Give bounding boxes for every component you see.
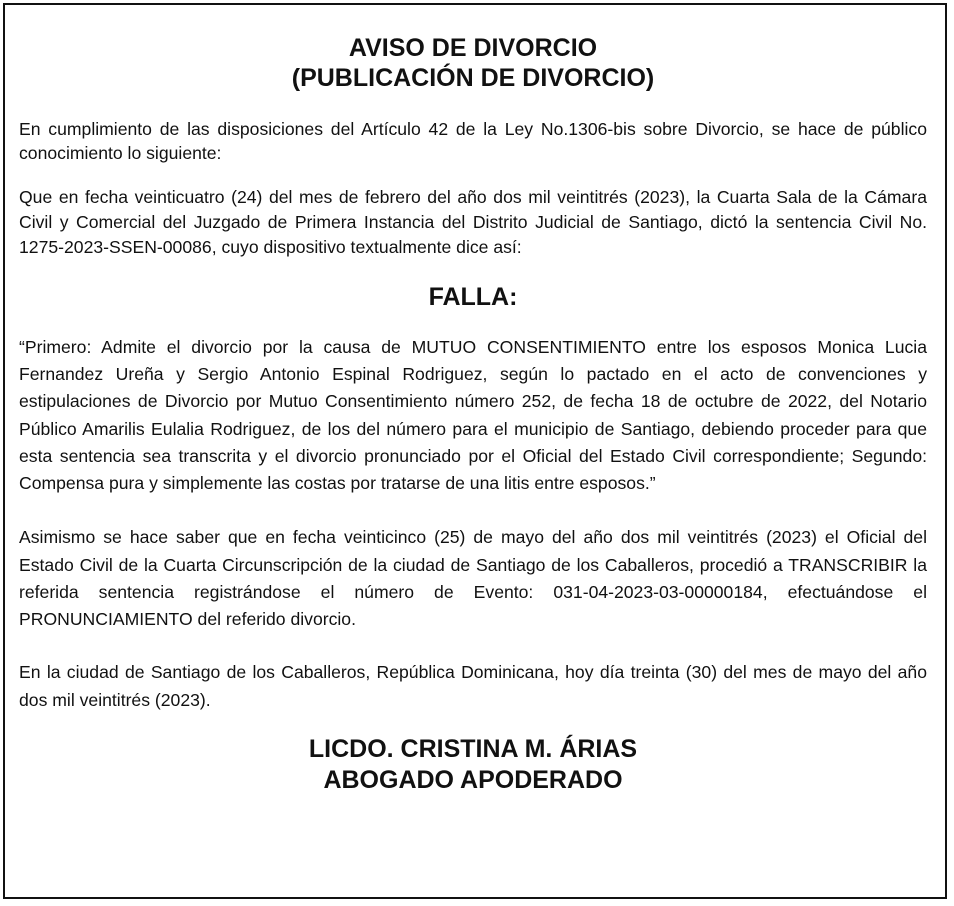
signature-role: ABOGADO APODERADO: [323, 766, 623, 795]
notice-title-line1: AVISO DE DIVORCIO: [348, 34, 598, 62]
sentence-paragraph: Que en fecha veinticuatro (24) del mes de febrero del año dos mil veintitrés (2023), la Cuarta Sala de la Cámara Civil y Comercial del Juzgado de Primera Instancia del Distrito Judicial de Santiago, dictó la sentencia Civil No. 1275-2023-SSEN-00086, cuyo dispositivo textualmente dice así:: [19, 187, 927, 257]
notice-title: [19, 33, 927, 93]
ruling-paragraph: “Primero: Admite el divorcio por la causa de MUTUO CONSENTIMIENTO entre los esposos Monica Lucia Fernandez Ureña y Sergio Antonio Espinal Rodriguez, según lo pactado en el acto de convenciones y estipulaciones de Divorcio por Mutuo Consentimiento número 252, de fecha 18 de octubre de 2022, del Notario Público Amarilis Eulalia Rodriguez, de los del número para el municipio de Santiago, debiendo proceder para que esta sentencia sea transcrita y el divorcio pronunciado por el Oficial del Estado Civil correspondiente; Segundo: Compensa pura y simplemente las costas por tratarse de una litis entre esposos.”: [19, 337, 927, 494]
notice-title-line2: (PUBLICACIÓN DE DIVORCIO): [291, 64, 655, 92]
signature-block: [19, 734, 927, 796]
falla-heading: FALLA:: [428, 283, 518, 311]
intro-paragraph: En cumplimiento de las disposiciones del Artículo 42 de la Ley No.1306-bis sobre Divorcio, se hace de público conocimiento lo siguiente:: [19, 119, 927, 163]
place-date-paragraph: En la ciudad de Santiago de los Caballeros, República Dominicana, hoy día treinta (30) del mes de mayo del año dos mil veintitrés (2023).: [19, 662, 927, 711]
transcription-paragraph: Asimismo se hace saber que en fecha veinticinco (25) de mayo del año dos mil veintitrés (2023) el Oficial del Estado Civil de la Cuarta Circunscripción de la ciudad de Santiago de los Caballeros, procedió a TRANSCRIBIR la referida sentencia registrándose el número de Evento: 031-04-2023-03-00000184, efectuándose el PRONUNCIAMIENTO del referido divorcio.: [19, 527, 927, 630]
divorce-notice: [19, 33, 927, 796]
signature-name: LICDO. CRISTINA M. ÁRIAS: [308, 735, 638, 764]
